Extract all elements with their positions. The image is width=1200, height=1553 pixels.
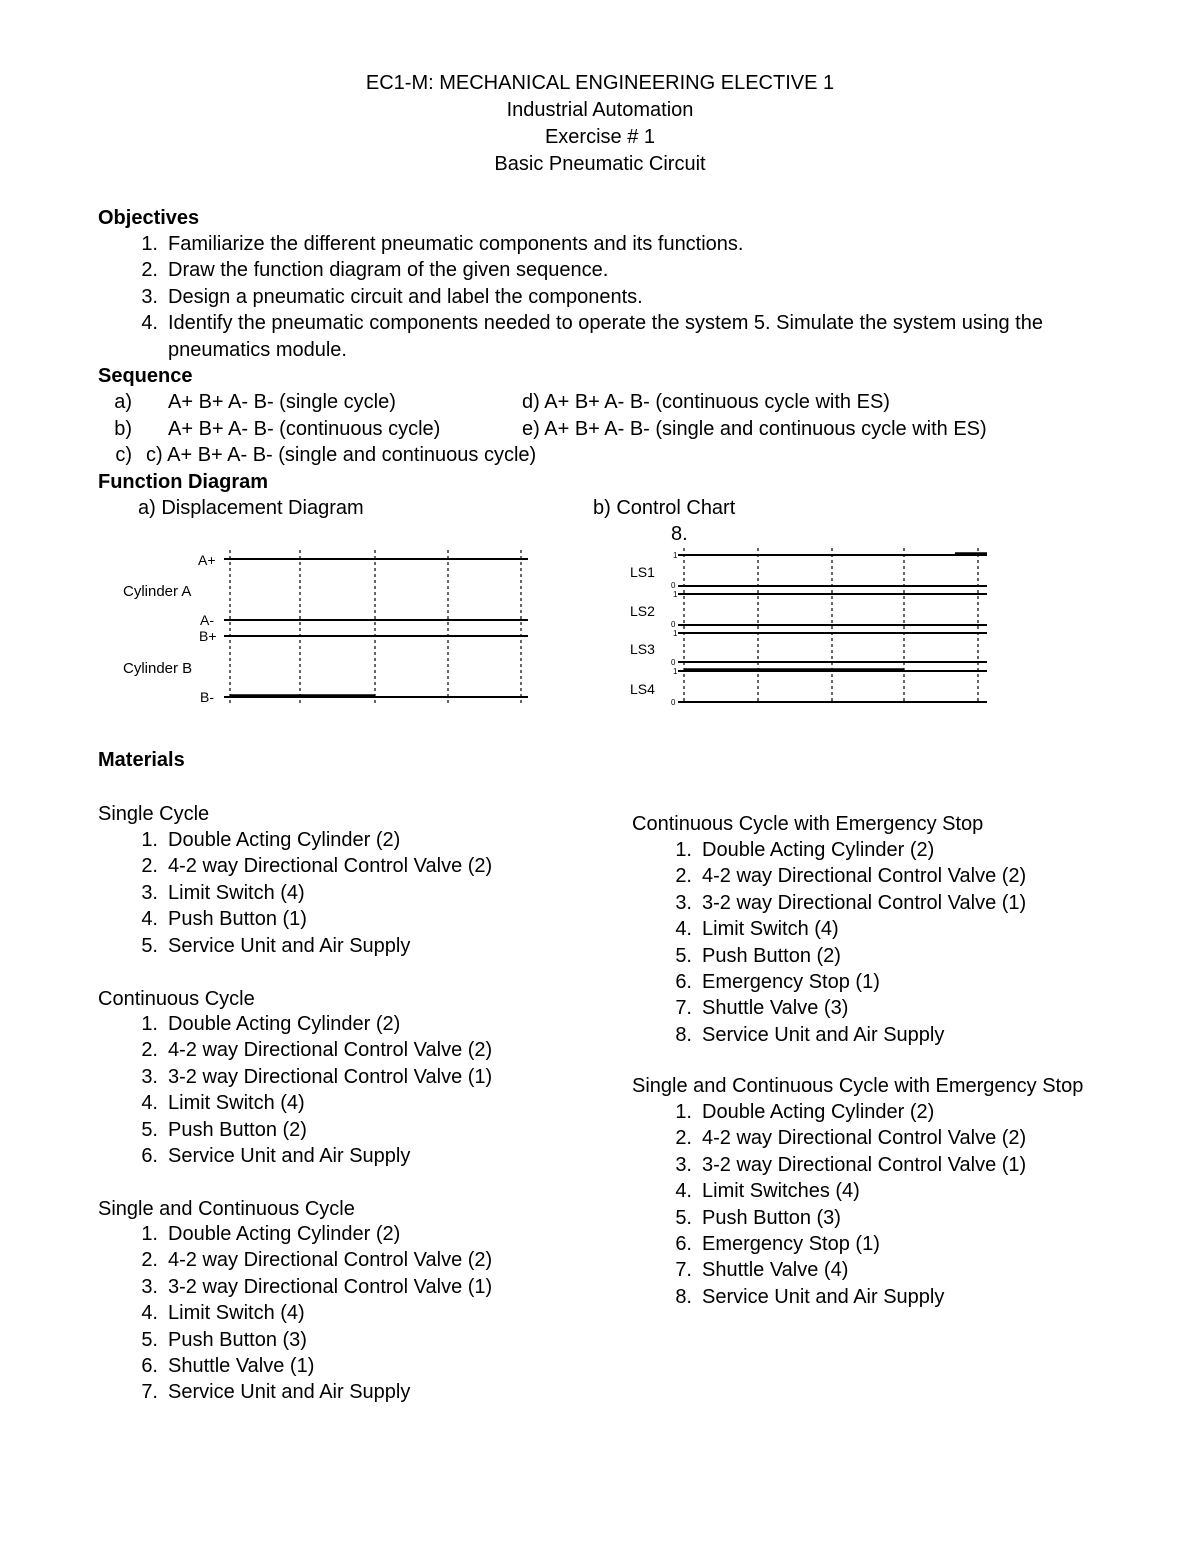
- single-continuous-list: [98, 1221, 492, 1406]
- continuous-es-list: [632, 837, 1026, 1048]
- label-a-plus: A+: [198, 552, 216, 568]
- label-ls1: LS1: [630, 564, 655, 580]
- control-chart: [620, 540, 995, 712]
- list-item: 6. Service Unit and Air Supply: [141, 1145, 411, 1168]
- label-cylinder-a: Cylinder A: [123, 583, 192, 600]
- sequence-heading: Sequence: [98, 365, 193, 387]
- function-diagram-heading: Function Diagram: [98, 471, 269, 493]
- label-b-minus: B-: [200, 689, 214, 705]
- label-cylinder-b: Cylinder B: [123, 660, 193, 677]
- continuous-cycle-list: [98, 1011, 492, 1169]
- list-item: 6. Shuttle Valve (1): [141, 1355, 315, 1378]
- sequence-item-c: c) c) A+ B+ A- B- (single and continuous cycle): [115, 444, 537, 466]
- list-item: 3. 3-2 way Directional Control Valve (1): [141, 1065, 493, 1088]
- list-item: 2. 4-2 way Directional Control Valve (2): [141, 1249, 493, 1272]
- list-item: 2. 4-2 way Directional Control Valve (2): [141, 1039, 493, 1062]
- sequence-item-b: b) A+ B+ A- B- (continuous cycle): [114, 418, 441, 440]
- objectives-heading: Objectives: [98, 207, 200, 229]
- list-item: 6. Emergency Stop (1): [675, 1233, 880, 1256]
- list-item: 5. Push Button (2): [141, 1118, 307, 1141]
- single-continuous-es-list: [632, 1099, 1026, 1310]
- single-cycle-title: Single Cycle: [98, 803, 210, 825]
- list-item: 2. 4-2 way Directional Control Valve (2): [141, 855, 493, 878]
- list-item: 8. Service Unit and Air Supply: [675, 1285, 945, 1308]
- list-item: 1. Familiarize the different pneumatic components and its functions.: [141, 233, 744, 255]
- objectives-list: [98, 231, 1128, 363]
- label-b-plus: B+: [199, 628, 217, 644]
- list-item: 4. Limit Switch (4): [675, 918, 839, 941]
- list-item: 1. Double Acting Cylinder (2): [141, 829, 401, 851]
- course-title: EC1-M: MECHANICAL ENGINEERING ELECTIVE 1: [365, 72, 835, 94]
- ls4-one-marker: 1: [673, 667, 678, 676]
- ls2-zero-marker: 0: [671, 620, 676, 629]
- list-item: 8. Service Unit and Air Supply: [675, 1023, 945, 1046]
- list-item: 7. Shuttle Valve (4): [675, 1259, 849, 1282]
- subject-title: Industrial Automation: [506, 99, 694, 121]
- ls2-one-marker: 1: [673, 590, 678, 599]
- list-item: 7. Shuttle Valve (3): [675, 997, 849, 1020]
- single-continuous-title: Single and Continuous Cycle: [98, 1198, 355, 1220]
- list-item: 4. Identify the pneumatic components needed to operate the system 5. Simulate the system using the pneumatics module.: [141, 312, 1043, 361]
- list-item: 4. Limit Switch (4): [141, 1092, 305, 1115]
- list-item: 2. Draw the function diagram of the given sequence.: [141, 259, 609, 282]
- list-item: 5. Service Unit and Air Supply: [141, 934, 411, 957]
- displacement-diagram-title: a) Displacement Diagram: [138, 497, 364, 519]
- list-item: 4. Push Button (1): [141, 908, 307, 931]
- exercise-number: Exercise # 1: [544, 126, 656, 148]
- displacement-diagram: [110, 540, 540, 712]
- label-ls4: LS4: [630, 681, 655, 697]
- list-item: 6. Emergency Stop (1): [675, 971, 880, 994]
- list-item: 5. Push Button (3): [141, 1328, 307, 1351]
- ls1-one-marker: 1: [673, 551, 678, 560]
- list-item: 2. 4-2 way Directional Control Valve (2): [675, 1127, 1027, 1150]
- list-item: 3. Design a pneumatic circuit and label the components.: [141, 285, 643, 308]
- list-item: 1. Double Acting Cylinder (2): [141, 1013, 401, 1035]
- list-item: 1. Double Acting Cylinder (2): [675, 839, 935, 861]
- list-item: 1. Double Acting Cylinder (2): [675, 1101, 935, 1123]
- label-ls2: LS2: [630, 603, 655, 619]
- sequence-item-e: e) A+ B+ A- B- (single and continuous cycle with ES): [522, 418, 987, 440]
- control-chart-number: 8.: [671, 523, 688, 545]
- list-item: 5. Push Button (3): [675, 1206, 841, 1229]
- single-continuous-es-title: Single and Continuous Cycle with Emergency Stop: [632, 1075, 1084, 1097]
- ls4-zero-marker: 0: [671, 698, 676, 707]
- ls3-one-marker: 1: [673, 629, 678, 638]
- list-item: 4. Limit Switch (4): [141, 1302, 305, 1325]
- list-item: 5. Push Button (2): [675, 944, 841, 967]
- list-item: 3. Limit Switch (4): [141, 881, 305, 904]
- sequence-item-d: d) A+ B+ A- B- (continuous cycle with ES): [522, 391, 890, 413]
- ls3-zero-marker: 0: [671, 658, 676, 667]
- label-a-minus: A-: [200, 612, 214, 628]
- list-item: 3. 3-2 way Directional Control Valve (1): [141, 1275, 493, 1298]
- sequence-item-a: a) A+ B+ A- B- (single cycle): [114, 391, 396, 413]
- single-cycle-list: [98, 827, 492, 959]
- list-item: 7. Service Unit and Air Supply: [141, 1381, 411, 1404]
- list-item: 3. 3-2 way Directional Control Valve (1): [675, 1153, 1027, 1176]
- list-item: 3. 3-2 way Directional Control Valve (1): [675, 891, 1027, 914]
- ls1-zero-marker: 0: [671, 581, 676, 590]
- continuous-cycle-title: Continuous Cycle: [98, 988, 255, 1010]
- label-ls3: LS3: [630, 641, 655, 657]
- continuous-es-title: Continuous Cycle with Emergency Stop: [632, 813, 984, 835]
- list-item: 2. 4-2 way Directional Control Valve (2): [675, 865, 1027, 888]
- topic-title: Basic Pneumatic Circuit: [494, 153, 706, 175]
- list-item: 4. Limit Switches (4): [675, 1180, 860, 1203]
- control-chart-title: b) Control Chart: [593, 497, 736, 519]
- materials-heading: Materials: [98, 749, 185, 771]
- list-item: 1. Double Acting Cylinder (2): [141, 1223, 401, 1245]
